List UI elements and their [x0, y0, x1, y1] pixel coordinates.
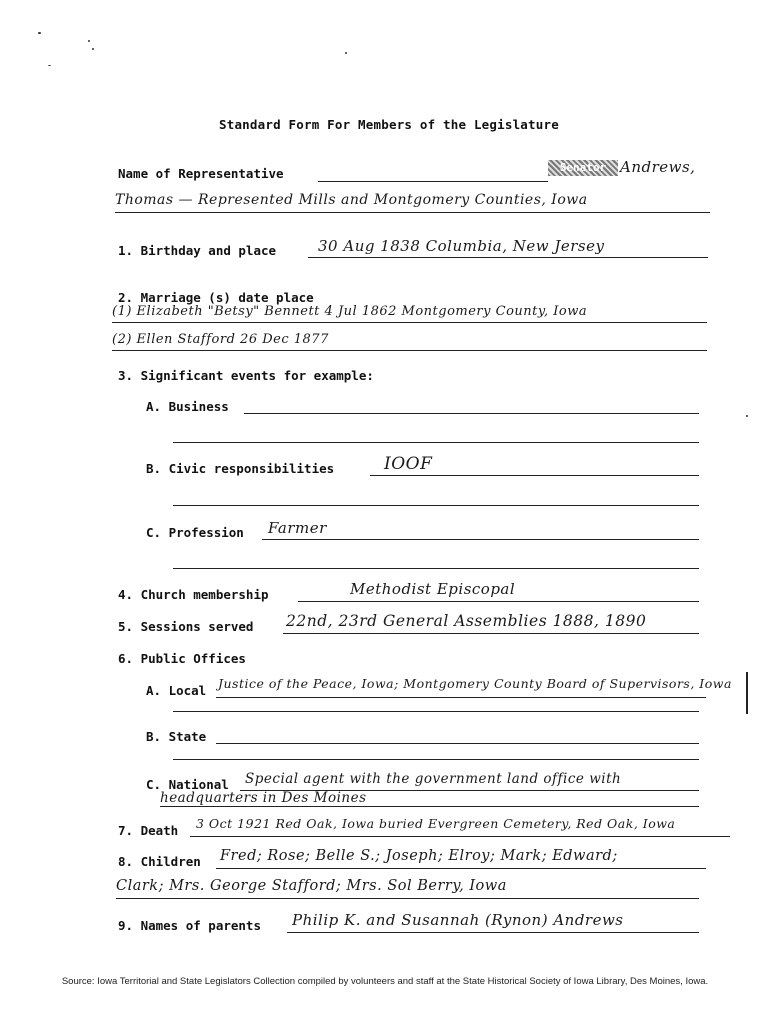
local-office-underline [216, 697, 706, 698]
civic-underline-2 [173, 505, 699, 506]
death-row [118, 823, 178, 838]
name-value: Andrews, [620, 158, 696, 176]
business-label: A. Business [146, 399, 229, 414]
marriage-value-1: (1) Elizabeth "Betsy" Bennett 4 Jul 1862 Montgomery County, Iowa [112, 304, 588, 319]
form-title: Standard Form For Members of the Legislature [219, 117, 559, 132]
state-office-row [146, 729, 206, 744]
scan-speck [48, 65, 51, 66]
profession-underline-2 [173, 568, 699, 569]
business-underline [244, 413, 699, 414]
death-label: 7. Death [118, 823, 179, 838]
marriage-value-2: (2) Ellen Stafford 26 Dec 1877 [112, 332, 329, 347]
sessions-underline [283, 633, 699, 634]
sessions-row [118, 619, 253, 634]
local-office-value: Justice of the Peace, Iowa; Montgomery County Board of Supervisors, Iowa [218, 676, 732, 691]
civic-underline [370, 475, 699, 476]
state-office-underline-2 [173, 759, 699, 760]
profession-value: Farmer [268, 519, 327, 537]
profession-row [146, 525, 244, 540]
parents-underline [287, 932, 699, 933]
national-office-value-2: headquarters in Des Moines [160, 790, 367, 806]
death-underline [190, 836, 730, 837]
name-value-2: Thomas — Represented Mills and Montgomery Counties, Iowa [115, 192, 588, 208]
scan-speck [92, 48, 94, 50]
children-value-2: Clark; Mrs. George Stafford; Mrs. Sol Berry, Iowa [116, 878, 507, 894]
public-offices-row [118, 651, 246, 666]
birthday-label: 1. Birthday and place [118, 243, 277, 258]
sessions-value: 22nd, 23rd General Assemblies 1888, 1890 [286, 612, 647, 630]
marriage-label: 2. Marriage (s) date place [118, 290, 314, 305]
scan-speck [345, 52, 347, 54]
children-underline [216, 868, 706, 869]
business-row [146, 399, 229, 414]
birthday-underline [308, 257, 708, 258]
source-footer: Source: Iowa Territorial and State Legislators Collection compiled by volunteers and staff at the State Historical Society of Iowa Library, Des Moines, Iowa. [61, 976, 709, 987]
children-underline-2 [116, 898, 699, 899]
national-office-label: C. National [146, 777, 229, 792]
death-value: 3 Oct 1921 Red Oak, Iowa buried Evergreen Cemetery, Red Oak, Iowa [196, 816, 676, 831]
business-underline-2 [173, 442, 699, 443]
parents-value: Philip K. and Susannah (Rynon) Andrews [292, 911, 624, 929]
marriage-underline-1 [112, 322, 707, 323]
children-label: 8. Children [118, 854, 201, 869]
church-row [118, 587, 269, 602]
senator-stamp: Senator [548, 160, 618, 176]
civic-row [146, 461, 334, 476]
local-office-underline-2 [173, 711, 699, 712]
scan-speck [746, 415, 748, 417]
scan-speck [38, 32, 41, 34]
profession-label: C. Profession [146, 525, 244, 540]
events-row [118, 368, 374, 383]
name-underline-2 [115, 212, 710, 213]
national-office-underline-2 [160, 806, 699, 807]
name-underline [318, 181, 548, 182]
parents-label: 9. Names of parents [118, 918, 261, 933]
state-office-underline [216, 743, 699, 744]
marriage-row [118, 290, 314, 305]
local-office-row [146, 683, 206, 698]
public-offices-label: 6. Public Offices [118, 651, 246, 666]
local-office-label: A. Local [146, 683, 207, 698]
parents-row [118, 918, 261, 933]
church-underline [298, 601, 699, 602]
name-label: Name of Representative [118, 166, 284, 181]
sessions-label: 5. Sessions served [118, 619, 254, 634]
national-office-value-1: Special agent with the government land office with [245, 771, 622, 787]
children-row [118, 854, 201, 869]
margin-mark [746, 672, 748, 714]
civic-label: B. Civic responsibilities [146, 461, 335, 476]
scan-speck [88, 40, 90, 42]
name-row [118, 166, 284, 181]
marriage-underline-2 [112, 350, 707, 351]
birthday-row [118, 243, 276, 258]
civic-value: IOOF [384, 454, 433, 474]
events-label: 3. Significant events for example: [118, 368, 374, 383]
children-value-1: Fred; Rose; Belle S.; Joseph; Elroy; Mark; Edward; [220, 848, 618, 864]
church-value: Methodist Episcopal [350, 580, 516, 598]
church-label: 4. Church membership [118, 587, 269, 602]
state-office-label: B. State [146, 729, 207, 744]
profession-underline [262, 539, 699, 540]
birthday-value: 30 Aug 1838 Columbia, New Jersey [318, 237, 605, 255]
